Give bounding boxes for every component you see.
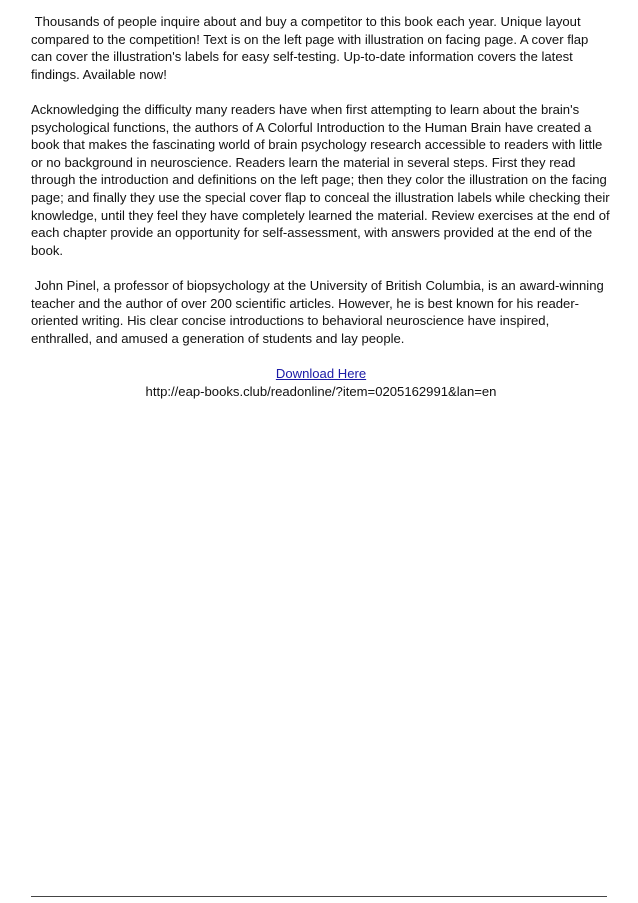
paragraph-gap <box>31 83 611 101</box>
paragraph-intro: Thousands of people inquire about and buy a competitor to this book each year. Unique layout compared to the competition! Text is on the left page with illustration on facing page. A cover flap can cover the illustration's labels for easy self-testing. Up-to-date information covers the latest findings. Available now! <box>31 14 592 82</box>
document-body <box>31 13 614 400</box>
paragraph-gap <box>31 259 611 277</box>
download-link[interactable]: Download Here <box>275 366 367 382</box>
paragraph-author-bio: John Pinel, a professor of biopsychology at the University of British Columbia, is an award-winning teacher and the author of over 200 scientific articles. However, he is best known for his reader-oriented writing. His clear concise introductions to behavioral neuroscience have inspired, enthralled, and amused a generation of students and lay people. <box>31 277 608 346</box>
download-section <box>31 365 611 400</box>
download-url: http://eap-books.club/readonline/?item=0205162991&lan=en <box>145 383 497 399</box>
footer-divider <box>31 896 607 897</box>
paragraph-description: Acknowledging the difficulty many readers have when first attempting to learn about the brain's psychological functions, the authors of A Colorful Introduction to the Human Brain have created a book that makes the fascinating world of brain psychology research accessible to readers with little or no background in neuroscience. Readers learn the material in several steps. First they read through the introduction and definitions on the left page; then they color the illustration on the facing page; and finally they use the special cover flap to conceal the illustration labels while checking their knowledge, until they feel they have completely learned the material. Review exercises at the end of each chapter provide an opportunity for self-assessment, with answers provided at the end of the book. <box>31 101 614 258</box>
